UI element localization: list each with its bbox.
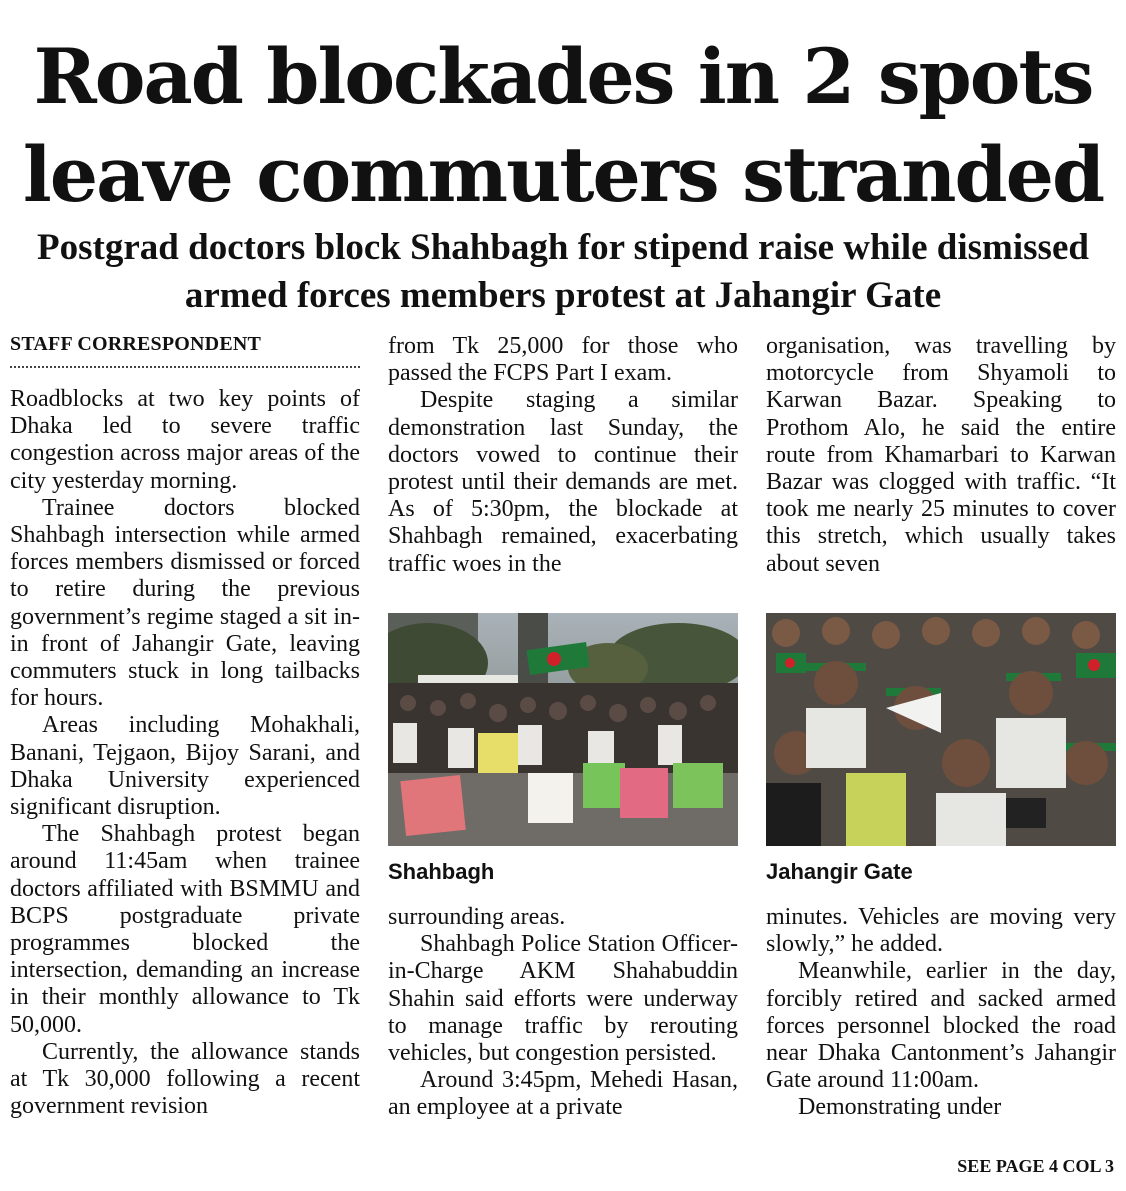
column-3-bottom: [766, 904, 1116, 1122]
paragraph: Demonstrating under: [798, 1094, 1002, 1121]
column-3-top: [766, 333, 1116, 578]
paragraph: Around 3:45pm, Mehedi Hasan, an employee at a private: [388, 1067, 738, 1121]
jahangir-gate-caption: Jahangir Gate: [766, 859, 913, 884]
shahbagh-photo: [388, 613, 738, 846]
paragraph: Roadblocks at two key points of Dhaka led to severe traffic congestion across major areas of the city yesterday morning.: [10, 386, 360, 494]
shahbagh-caption: Shahbagh: [388, 859, 495, 884]
paragraph: from Tk 25,000 for those who passed the FCPS Part I exam.: [388, 333, 738, 387]
paragraph: Trainee doctors blocked Shahbagh intersection while armed forces members dismissed or forced to retire during the previous government’s regime staged a sit in-in front of Jahangir Gate, leaving commuters stuck in long tailbacks for hours.: [10, 494, 360, 712]
column-2-top: [388, 333, 738, 578]
jump-line: SEE PAGE 4 COL 3: [957, 1156, 1114, 1176]
paragraph: organisation, was travelling by motorcycle from Shyamoli to Karwan Bazar. Speaking to Prothom Alo, he said the entire route from Khamarbari to Karwan Bazar was clogged with traffic. “It took me nearly 25 minutes to cover this stretch, which usually takes about seven: [766, 333, 1116, 577]
subheadline: Postgrad doctors block Shahbagh for stipend raise while dismissed armed forces members protest at Jahangir Gate: [37, 227, 1089, 316]
shahbagh-photo-illustration: [388, 613, 738, 846]
paragraph: Currently, the allowance stands at Tk 30,000 following a recent government revision: [10, 1038, 360, 1120]
column-1: [10, 386, 360, 1120]
paragraph: surrounding areas.: [388, 904, 566, 930]
paragraph: minutes. Vehicles are moving very slowly,” he added.: [766, 904, 1116, 958]
paragraph: The Shahbagh protest began around 11:45am when trainee doctors affiliated with BSMMU and BCPS postgraduate private programmes blocked the intersection, demanding an increase in their monthly allowance to Tk 50,000.: [10, 821, 360, 1038]
byline: STAFF CORRESPONDENT: [10, 333, 360, 368]
jahangir-gate-photo-illustration: [766, 613, 1116, 846]
column-2-bottom: [388, 904, 738, 1122]
jahangir-gate-photo: [766, 613, 1116, 846]
paragraph: Despite staging a similar demonstration last Sunday, the doctors vowed to continue their protest until their demands are met. As of 5:30pm, the blockade at Shahbagh remained, exacerbating traffic woes in the: [388, 387, 738, 577]
headline: Road blockades in 2 spots leave commuters stranded: [22, 32, 1104, 219]
paragraph: Meanwhile, earlier in the day, forcibly retired and sacked armed forces personnel blocked the road near Dhaka Cantonment’s Jahangir Gate around 11:00am.: [766, 958, 1116, 1094]
paragraph: Areas including Mohakhali, Banani, Tejgaon, Bijoy Sarani, and Dhaka University experienced significant disruption.: [10, 712, 360, 821]
paragraph: Shahbagh Police Station Officer-in-Charge AKM Shahabuddin Shahin said efforts were underway to manage traffic by rerouting vehicles, but congestion persisted.: [388, 931, 738, 1067]
